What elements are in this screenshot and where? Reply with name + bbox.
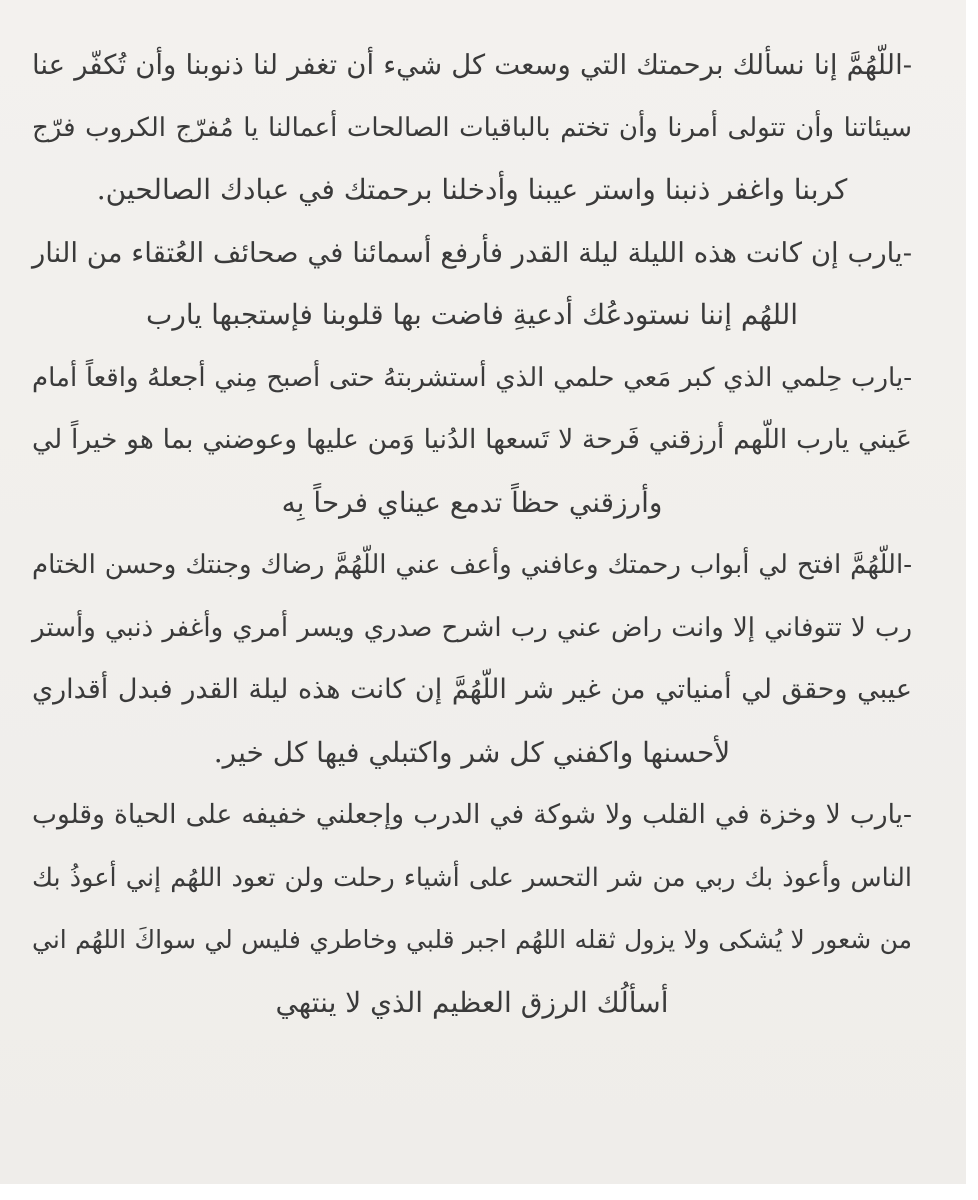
text-line: عَيني يارب اللّهم أرزقني فَرحة لا تَسعها الدُنيا وَمن عليها وعوضني بما هو خيراً لي bbox=[32, 424, 912, 455]
prayer-text-block bbox=[32, 34, 912, 1034]
text-line: -يارب لا وخزة في القلب ولا شوكة في الدرب وإجعلني خفيفه على الحياة وقلوب bbox=[32, 799, 912, 830]
text-line: -يارب حِلمي الذي كبر مَعي حلمي الذي أستشربتهُ حتى أصبح مِني أجعلهُ واقعاً أمام bbox=[32, 362, 912, 393]
text-line: -اللّهُمَّ إنا نسألك برحمتك التي وسعت كل شيء أن تغفر لنا ذنوبنا وأن تُكفّر عنا bbox=[32, 49, 912, 81]
text-line: كربنا واغفر ذنبنا واستر عيبنا وأدخلنا برحمتك في عبادك الصالحين. bbox=[96, 173, 848, 206]
text-line: وأرزقني حظاً تدمع عيناي فرحاً بِه bbox=[281, 485, 663, 519]
bottom-border bbox=[0, 1184, 978, 1200]
text-line: رب لا تتوفاني إلا وانت راض عني رب اشرح صدري ويسر أمري وأغفر ذنبي وأستر bbox=[32, 612, 912, 643]
text-line: اللهُم إننا نستودعُك أدعيةِ فاضت بها قلوبنا فإستجبها يارب bbox=[145, 298, 799, 331]
text-line: الناس وأعوذ بك ربي من شر التحسر على أشياء رحلت ولن تعود اللهُم إني أعوذُ بك bbox=[32, 862, 912, 893]
text-line: سيئاتنا وأن تتولى أمرنا وأن تختم بالباقيات الصالحات أعمالنا يا مُفرّج الكروب فرّج bbox=[32, 112, 912, 143]
text-line: عيبي وحقق لي أمنياتي من غير شر اللّهُمَّ إن كانت هذه ليلة القدر فبدل أقداري bbox=[32, 674, 912, 705]
text-line: من شعور لا يُشكى ولا يزول ثقله اللهُم اجبر قلبي وخاطري فليس لي سواكَ اللهُم اني bbox=[32, 925, 912, 954]
text-line: أسألُك الرزق العظيم الذي لا ينتهي bbox=[275, 985, 669, 1019]
right-border bbox=[966, 0, 978, 1200]
text-line: لأحسنها واكفني كل شر واكتبلي فيها كل خير. bbox=[213, 735, 731, 769]
text-line: -اللّهُمَّ افتح لي أبواب رحمتك وعافني وأعف عني اللّهُمَّ رضاك وجنتك وحسن الختام bbox=[32, 550, 912, 580]
text-line: -يارب إن كانت هذه الليلة ليلة القدر فأرفع أسمائنا في صحائف العُتقاء من النار bbox=[32, 236, 912, 269]
